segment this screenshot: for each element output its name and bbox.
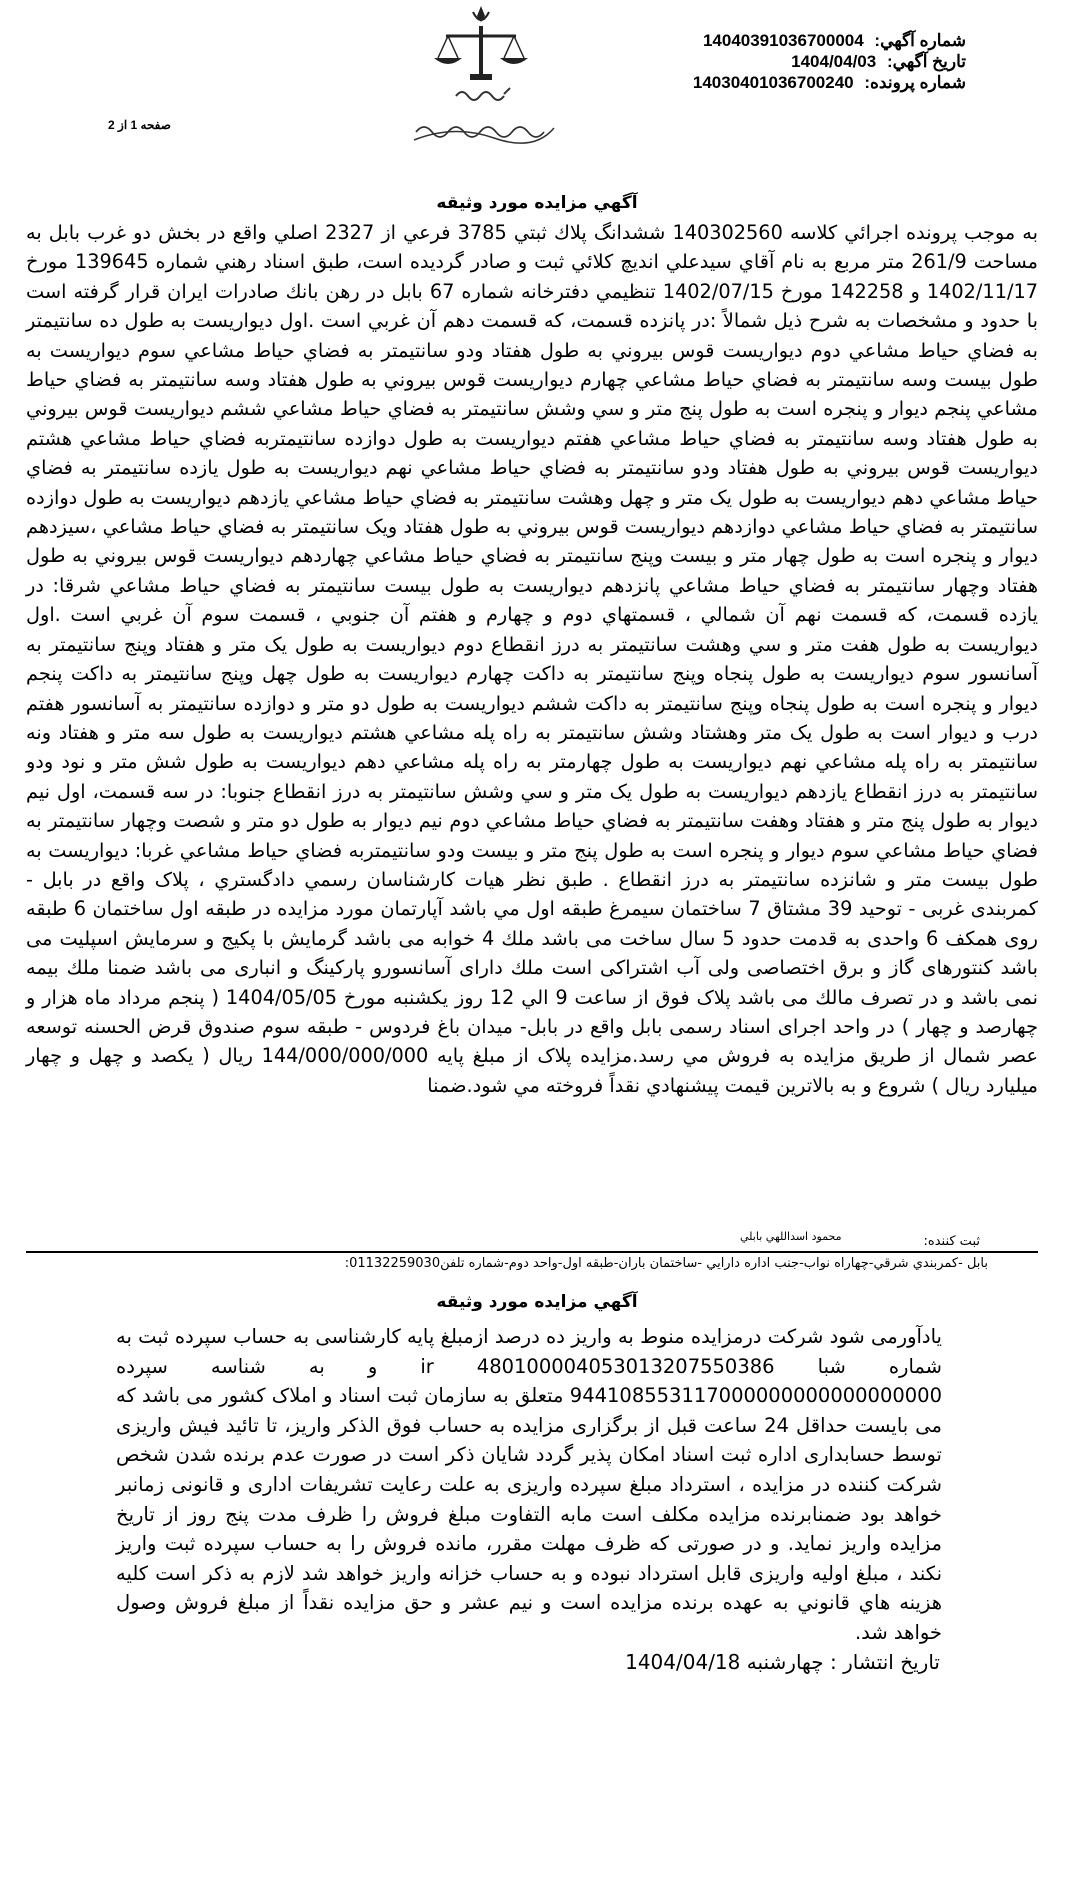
notice-date-row bbox=[693, 51, 966, 72]
judiciary-emblem-icon bbox=[386, 4, 576, 164]
publication-date bbox=[625, 1650, 940, 1674]
office-address: بابل -كمربندي شرقي-چهاراه نواب-جنب اداره دارايي -ساختمان باران-طبقه اول-واحد دوم-شماره تلفن01132259030: bbox=[344, 1256, 988, 1271]
publication-date-label: تاريخ انتشار : bbox=[830, 1650, 940, 1674]
page-number: صفحه 1 از 2 bbox=[108, 118, 171, 132]
notice-title-1: آگهي مزايده مورد وثيقه bbox=[436, 193, 638, 213]
notice-number: 14040391036700004 bbox=[702, 31, 864, 50]
file-number-label: شماره پرونده: bbox=[864, 73, 966, 92]
notice-date-label: تاريخ آگهي: bbox=[886, 52, 966, 71]
file-number-row bbox=[693, 72, 966, 93]
notice-body-2: يادآورمی شود شركت درمزايده منوط به واريز ده درصد ازمبلغ پايه كارشناسی به حساب سپرده ثبت به شماره شبا ir 480100004053013207550386 و به شناسه سپرده 944108553117000000000000000000 متعلق به سازمان ثبت اسناد و املاک كشور می باشد كه می بايست حداقل 24 ساعت قبل از برگزاری مزايده به حساب فوق الذكر واريز، تا تائيد فيش واريزی توسط حسابداری اداره ثبت اسناد امكان پذير گردد شايان ذكر است در صورت عدم برنده شدن شخص شركت كننده در مزايده ، استرداد مبلغ سپرده واريزی به علت رعايت تشريفات اداری و قانونی زمانبر خواهد بود ضمنابرنده مزايده مكلف است مابه التفاوت مبلغ فروش را ظرف مدت پنج روز از تاريخ مزايده واريز نمايد. و در صورتی كه ظرف مهلت مقرر، مانده فروش را به حساب سپرده ثبت واريز نكند ، مبلغ اوليه واريزی قابل استرداد نبوده و به حساب خزانه واريز خواهد شد لازم به ذكر است كليه هزينه هاي قانوني به عهده برنده مزايده است و نيم عشر و حق مزايده نقداً از مبلغ فروش وصول خواهد شد. bbox=[116, 1325, 943, 1644]
divider bbox=[26, 1251, 1038, 1253]
notice-title-2: آگهي مزايده مورد وثيقه bbox=[436, 1292, 638, 1312]
notice-number-row bbox=[693, 30, 966, 51]
notice-number-label: شماره آگهي: bbox=[874, 31, 966, 50]
signature-name: محمود اسداللهي بابلي bbox=[740, 1230, 842, 1243]
file-number: 14030401036700240 bbox=[692, 73, 854, 92]
signature-label: ثبت كننده: bbox=[923, 1234, 980, 1249]
notice-meta bbox=[693, 30, 966, 93]
publication-date-value: چهارشنبه 1404/04/18 bbox=[625, 1650, 824, 1674]
notice-date: 1404/04/03 bbox=[791, 52, 877, 71]
notice-body-1: به موجب پرونده اجرائي كلاسه 140302560 ششدانگ پلاك ثبتي 3785 فرعي از 2327 اصلي واقع در بخش دو غرب بابل به مساحت 261/9 متر مربع به نام آقاي سيدعلي انديچ كلائي ثبت و صادر گرديده است، طبق اسناد رهني شماره 139645 مورخ 1402/11/17 و 142258 مورخ 1402/07/15 تنظيمي دفترخانه شماره 67 بابل در رهن بانك صادرات ايران قرار گرفته است با حدود و مشخصات به شرح ذيل شمالاً :در پانزده قسمت، كه قسمت دهم آن غربي است .اول ديواريست به طول ده سانتيمتر به فضاي حياط مشاعي دوم ديواريست قوس بيروني به طول هفتاد ودو سانتيمتر به فضاي حياط مشاعي سوم ديواريست به طول بيست وسه سانتيمتر به فضاي حياط مشاعي چهارم ديواريست قوس بيروني به طول هفتاد وسه سانتيمتر به فضاي حياط مشاعي پنجم ديوار و پنجره است به طول پنج متر و سي وشش سانتيمتر به فضاي حياط مشاعي ششم ديواريست قوس بيروني به طول هفتاد وسه سانتيمتر به فضاي حياط مشاعي هفتم ديواريست به طول دوازده سانتيمتربه فضاي حياط مشاعي هشتم ديواريست قوس بيروني به طول هفتاد ودو سانتيمتر به فضاي حياط مشاعي نهم ديواريست به طول يازده سانتيمتر به فضاي حياط مشاعي دهم ديواريست به طول يک متر و چهل وهشت سانتيمتر به فضاي حياط مشاعي يازدهم ديواريست به طول دوازده سانتيمتر به فضاي حياط مشاعي دوازدهم ديواريست قوس بيروني به طول هفتاد ويک سانتيمتر به فضاي حياط مشاعي ،سيزدهم ديوار و پنجره است به طول چهار متر و بيست وپنج سانتيمتر به فضاي حياط مشاعي چهاردهم ديواريست قوس بيروني به طول هفتاد وچهار سانتيمتر به فضاي حياط مشاعي پانزدهم ديواريست به طول بيست سانتيمتر به فضاي حياط مشاعي شرقا: در يازده قسمت، كه قسمت نهم آن شمالي ، قسمتهاي دوم و چهارم و هفتم آن جنوبي ، قسمت سوم آن غربي است .اول ديواريست به طول هفت متر و سي وهشت سانتيمتر به درز انقطاع دوم ديواريست به طول يک متر و هفتاد وپنج سانتيمتر به آسانسور سوم ديواريست به طول پنجاه وپنج سانتيمتر به داكت چهارم ديواريست به طول چهل وپنج سانتيمتر به داكت پنجم ديوار و پنجره است به طول پنجاه وپنج سانتيمتر به داكت ششم ديواريست به طول دو متر و دوازده سانتيمتر به آسانسور هفتم درب و ديوار است به طول يک متر وهشتاد وشش سانتيمتر به راه پله مشاعي هشتم ديواريست به طول سه متر و هفتاد ونه سانتيمتر به راه پله مشاعي نهم ديواريست به طول چهارمتر به راه پله مشاعي دهم ديواريست به طول شش متر و نود ودو سانتيمتر به درز انقطاع يازدهم ديواريست به طول يک متر و سي وشش سانتيمتر به درز انقطاع جنوبا: در سه قسمت، اول نيم ديوار به طول پنج متر و هفتاد وهفت سانتيمتر به فضاي حياط مشاعي دوم نيم ديوار به طول دو متر و شصت وچهار سانتيمتر به فضاي حياط مشاعي سوم ديوار و پنجره است به طول پنج متر و بيست ودو سانتيمتربه فضاي حياط مشاعي غربا: ديواريست به طول بيست متر و شانزده سانتيمتر به درز انقطاع . طبق نظر هيات كارشناسان رسمي دادگستري ، پلاک واقع در بابل - كمربندی غربی - توحيد 39 مشتاق 7 ساختمان سيمرغ طبقه اول مي باشد آپارتمان مورد مزايده در طبقه اول ساختمان 6 طبقه روی همكف 6 واحدی به قدمت حدود 5 سال ساخت می باشد ملك 4 خوابه می باشد گرمايش با پكيج و سرمايش اسپليت می باشد كنتورهای گاز و برق اختصاصی ولی آب اشتراكی است ملك دارای آسانسورو پاركينگ و انباری می باشد ضمنا ملك بيمه نمی باشد و در تصرف مالك می باشد پلاک فوق از ساعت 9 الي 12 روز يكشنبه مورخ 1404/05/05 ( پنجم مرداد ماه هزار و چهارصد و چهار ) در واحد اجرای اسناد رسمی بابل واقع در بابل- ميدان باغ فردوس - طبقه سوم صندوق قرض الحسنه توسعه عصر شمال از طريق مزايده به فروش مي رسد.مزايده پلاک از مبلغ پايه 144/000/000/000 ريال ( يكصد و چهل و چهار ميليارد ريال ) شروع و به بالاترين قيمت پيشنهادي نقداً فروخته مي شود.ضمنا bbox=[26, 221, 1038, 1097]
